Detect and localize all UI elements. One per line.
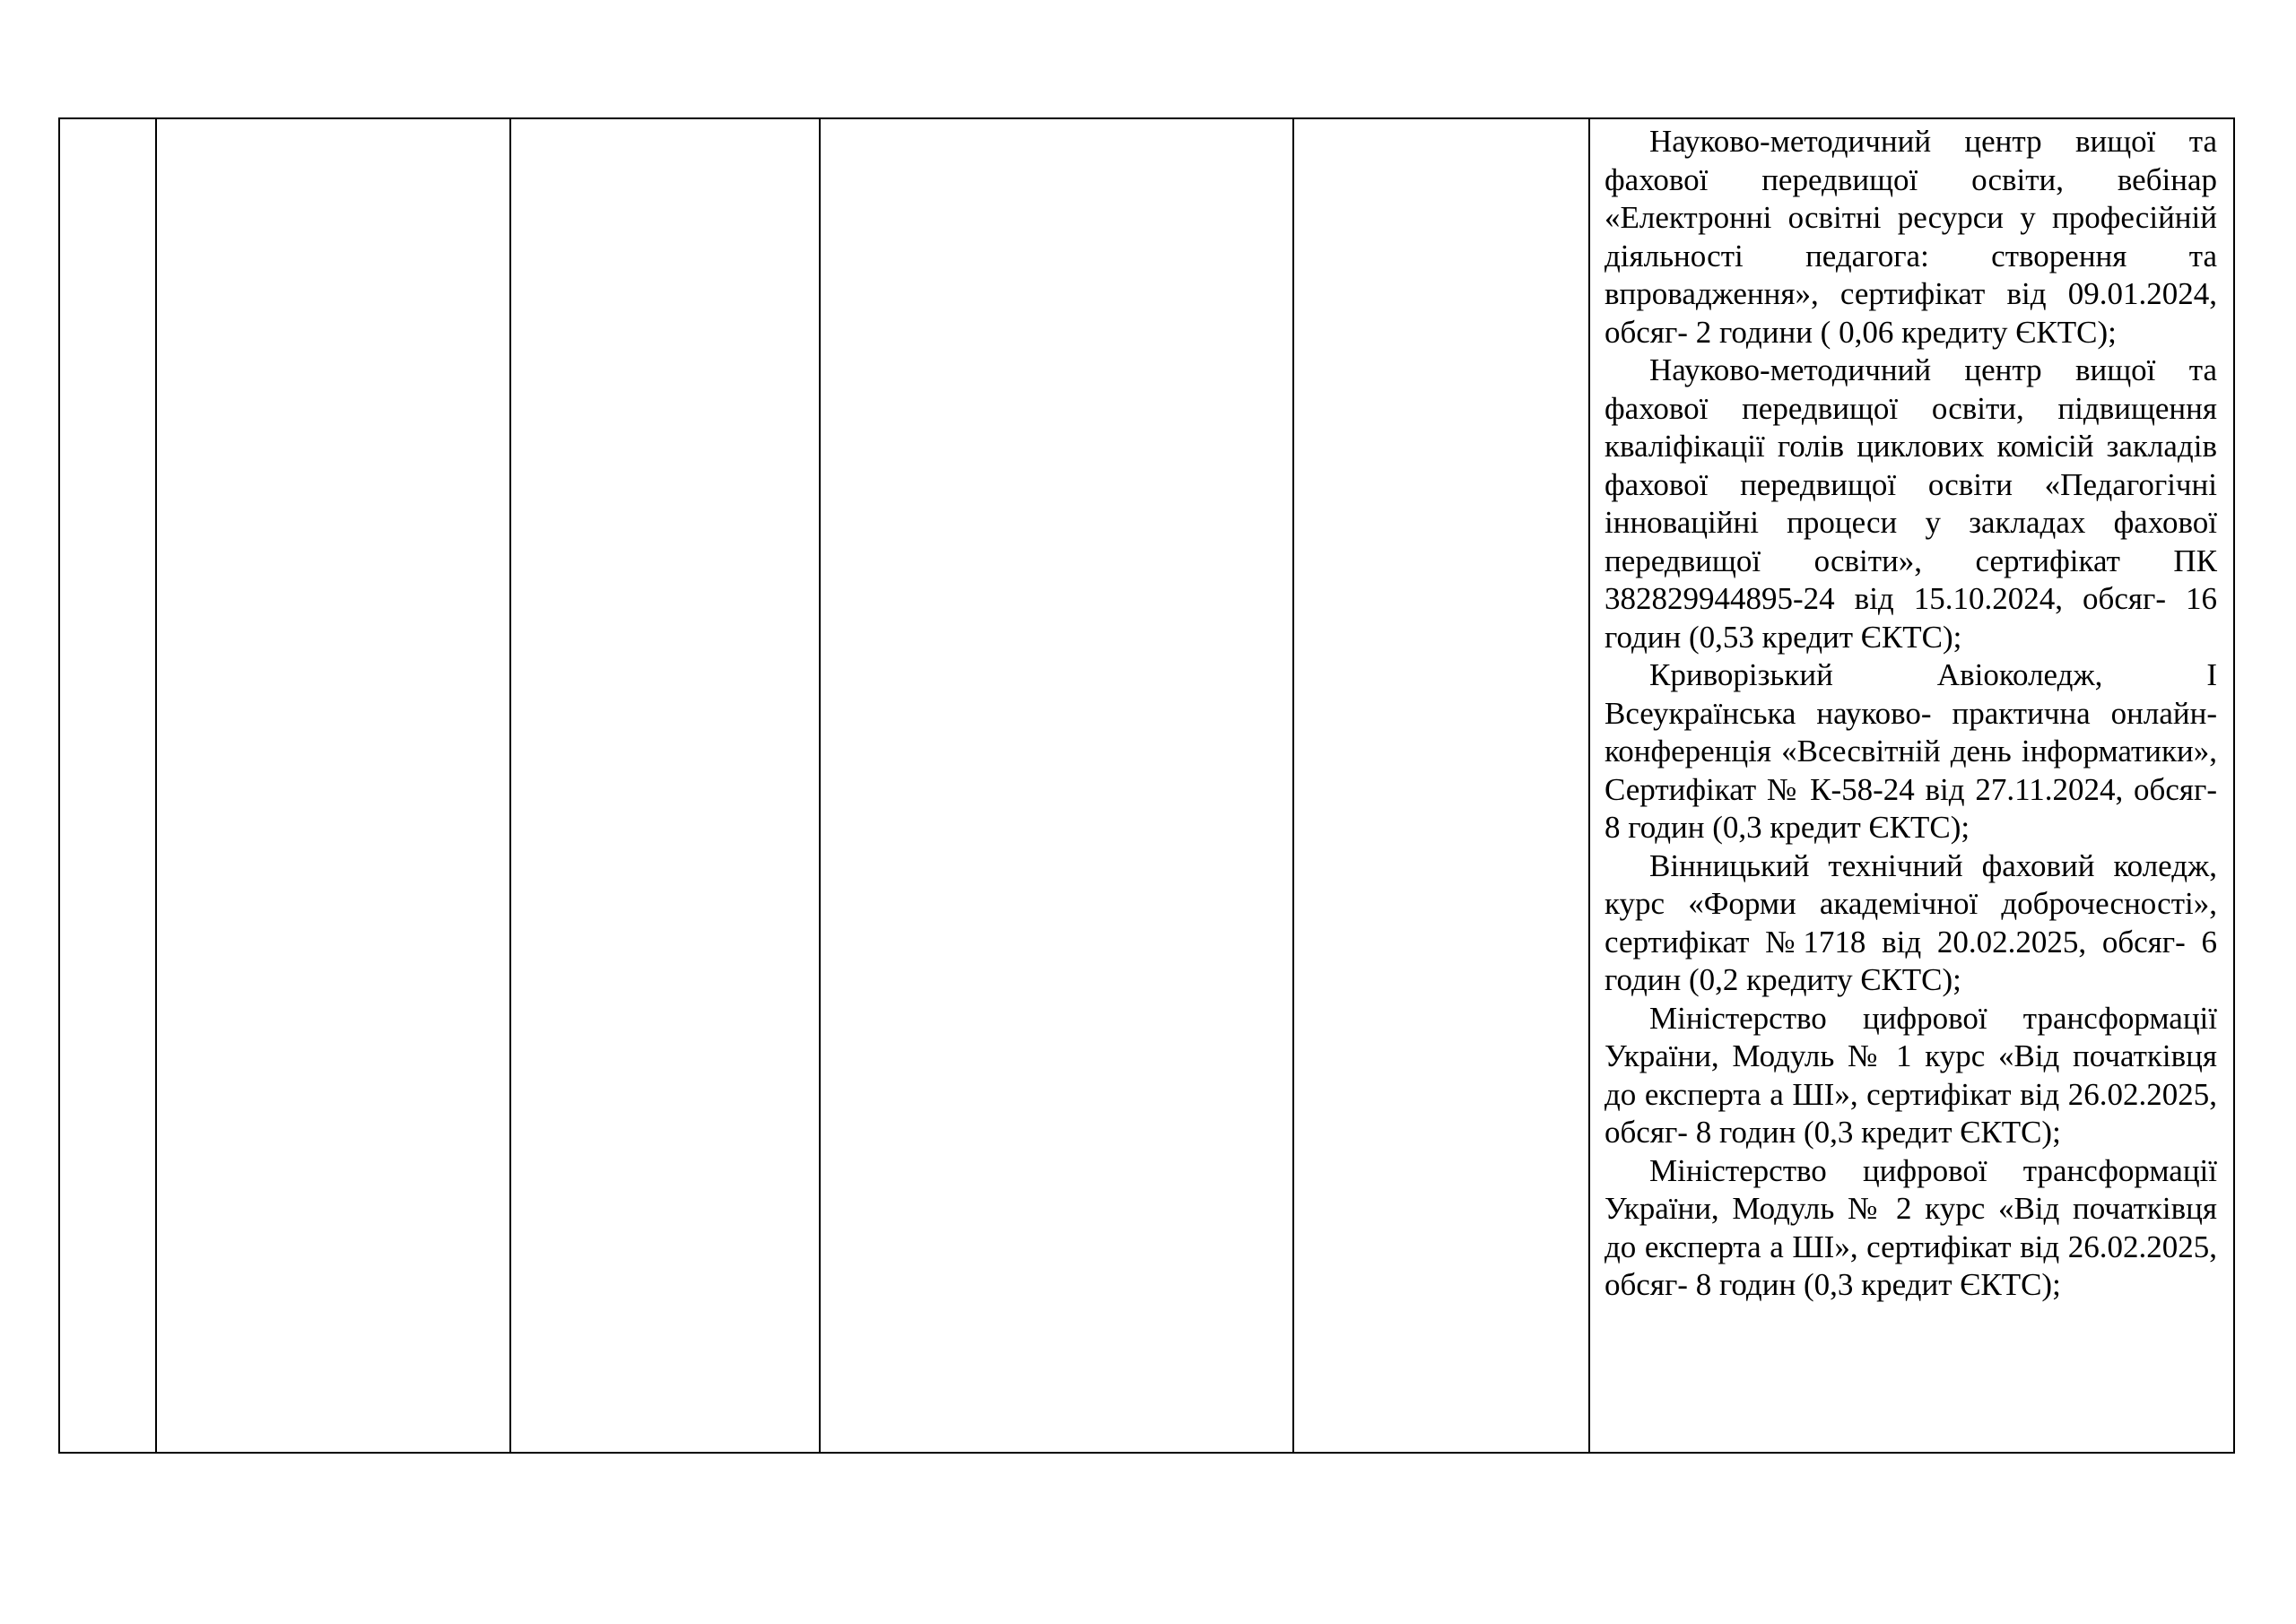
qualification-entry: Науково-методичний центр вищої та фахової передвищої освіти, підвищення кваліфікації голів циклових комісій закладів фахової передвищої освіти «Педагогічні інноваційні процеси у закладах фахової передвищої освіти», сертифікат ПК 382829944895-24 від 15.10.2024, обсяг- 16 годин (0,53 кредит ЄКТС); bbox=[1605, 352, 2217, 655]
qualification-entry: Міністерство цифрової трансформації України, Модуль № 1 курс «Від початківця до експерта а ШІ», сертифікат від 26.02.2025, обсяг- 8 годин (0,3 кредит ЄКТС); bbox=[1605, 1000, 2217, 1150]
qualification-entry: Криворізький Авіоколедж, І Всеукраїнська науково- практична онлайн-конференція «Всесвітній день інформатики», Сертифікат № К-58-24 від 27.11.2024, обсяг- 8 годин (0,3 кредит ЄКТС); bbox=[1605, 657, 2217, 845]
empty-cell-5 bbox=[1293, 118, 1589, 1453]
empty-cell-4 bbox=[820, 118, 1293, 1453]
qualification-entry: Науково-методичний центр вищої та фахової передвищої освіти, вебінар «Електронні освітні ресурси у професійній діяльності педагога: створення та впровадження», сертифікат від 09.01.2024, обсяг- 2 години ( 0,06 кредиту ЄКТС); bbox=[1605, 124, 2217, 350]
qualification-cell bbox=[1589, 118, 2234, 1453]
document-table bbox=[58, 117, 2235, 1454]
qualification-entry: Вінницький технічний фаховий коледж, курс «Форми академічної доброчесності», сертифікат №1718 від 20.02.2025, обсяг- 6 годин (0,2 кредиту ЄКТС); bbox=[1605, 847, 2217, 997]
qualification-entry: Міністерство цифрової трансформації України, Модуль № 2 курс «Від початківця до експерта а ШІ», сертифікат від 26.02.2025, обсяг- 8 годин (0,3 кредит ЄКТС); bbox=[1605, 1152, 2217, 1302]
table-row bbox=[59, 118, 2234, 1453]
empty-cell-2 bbox=[156, 118, 510, 1453]
empty-cell-1 bbox=[59, 118, 156, 1453]
empty-cell-3 bbox=[510, 118, 820, 1453]
